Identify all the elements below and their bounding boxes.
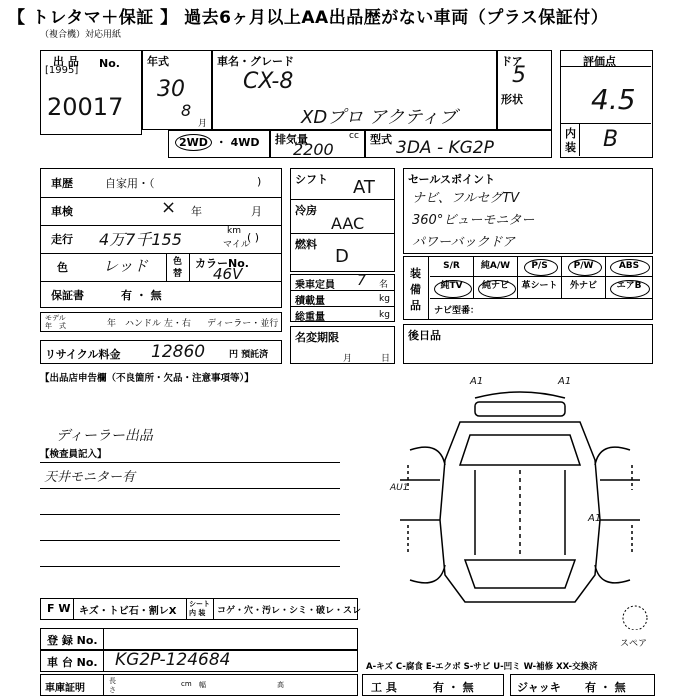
capacity-unit: 名 (379, 280, 389, 290)
model-year-row (40, 312, 282, 332)
load-label: 積載量 (295, 296, 325, 307)
windshield (460, 435, 580, 465)
mark-a1-side: A1 (588, 513, 602, 524)
fuel-label: 燃料 (295, 238, 317, 251)
equip-label-1: 装 (410, 267, 421, 280)
door-label: ドア (501, 55, 523, 68)
info-grid (40, 168, 282, 308)
jack-label: ジャッキ (517, 681, 561, 694)
mileage-label: 走行 (51, 233, 73, 246)
score-label: 評価点 (583, 55, 616, 68)
shift-value: AT (353, 177, 375, 198)
warranty-value: 有 ・ 無 (121, 289, 162, 302)
equipment-box (403, 256, 653, 320)
damage-legend: A-キズ C-腐食 E-エクボ S-サビ U-凹ミ W-補修 XX-交換済 (366, 662, 598, 672)
lot-number: 20017 (47, 93, 124, 121)
sales-line-3: パワーバックドア (412, 235, 515, 250)
engine-value: 2200 (293, 140, 334, 159)
later-label: 後日品 (408, 329, 441, 342)
jack-value: 有 ・ 無 (585, 681, 626, 694)
name-change-box (290, 326, 395, 364)
registration-label: 登 録 No. (47, 634, 98, 647)
interior-label-2: 装 (565, 141, 576, 154)
spare-label: スペア (620, 639, 648, 649)
warranty-label: 保証書 (51, 289, 84, 302)
equip-abs: ABS (606, 257, 652, 277)
drive-options: 2WD ・ 4WD (175, 134, 260, 150)
inspection-year: 年 (191, 205, 202, 218)
mark-au1: AU1 (390, 483, 409, 493)
model-label: 車名・グレード (217, 55, 294, 68)
circle-tv (434, 280, 472, 298)
roof-arc (475, 392, 565, 398)
spare-tire (623, 606, 647, 630)
chassis-label: 車 台 No. (47, 656, 98, 669)
shape-label: 形状 (501, 93, 523, 106)
model-year-label-2: 年 式 (45, 322, 66, 330)
equip-ext-navi: 外ナビ (562, 277, 606, 299)
fw-legend: キズ・トビ石・割レX (79, 606, 177, 617)
spec-box (290, 168, 395, 272)
equip-sr: S/R (430, 257, 474, 277)
recycle-unit: 円 預託済 (229, 350, 269, 360)
mark-a1-left: A1 (470, 376, 484, 387)
equip-leather: 革シート (518, 277, 562, 299)
cert-width: 幅 (199, 681, 206, 689)
car-diagram (380, 370, 660, 630)
registration-row (40, 628, 358, 650)
equip-ps: P/S (518, 257, 562, 277)
color-label: 色 (57, 261, 68, 274)
cert-length: 長 (109, 677, 116, 685)
type-box (365, 130, 552, 158)
jack-box (510, 674, 655, 696)
chassis-value: KG2P-124684 (115, 650, 231, 670)
color-code-label: カラーNo. (195, 257, 249, 270)
door-box (497, 50, 552, 130)
engine-box (270, 130, 365, 158)
door-value: 5 (512, 63, 526, 88)
garage-cert-row (40, 674, 358, 696)
circle-abs (610, 259, 650, 276)
load-unit: kg (379, 294, 390, 304)
model-year-unit: 年 (107, 319, 117, 329)
seat-legend: コゲ・穴・汚レ・シミ・破レ・スレ (217, 606, 362, 616)
equip-tv: 純TV (430, 277, 474, 299)
score-box (560, 50, 653, 158)
name-change-day: 日 (381, 354, 391, 364)
history-value: 自家用・（ (105, 177, 155, 190)
sales-label: セールスポイント (408, 173, 496, 186)
score-value: 4.5 (591, 83, 636, 116)
equip-aw: 純A/W (474, 257, 518, 277)
rear-window (465, 560, 575, 588)
model-box (212, 50, 497, 130)
recycle-value: 12860 (151, 342, 206, 362)
type-value: 3DA - KG2P (396, 138, 494, 158)
sales-box (403, 168, 653, 254)
inspection-label: 車検 (51, 205, 73, 218)
equip-airbag: エアB (606, 277, 652, 299)
history-label: 車歴 (51, 177, 73, 190)
engine-unit: cc (349, 131, 359, 141)
inspection-month: 月 (251, 205, 262, 218)
type-label: 型式 (370, 133, 392, 146)
year-month-unit: 月 (198, 119, 208, 129)
garage-cert-label: 車庫証明 (45, 683, 85, 694)
cert-height: 高 (277, 681, 284, 689)
sales-line-1: ナビ、フルセグTV (412, 191, 520, 206)
inspector-label: 【検査員記入】 (40, 449, 107, 460)
fw-row (40, 598, 362, 620)
inspection-value: × (161, 197, 177, 218)
lot-label: 出 品 (53, 55, 79, 68)
lot-session: [1995] (45, 65, 79, 76)
circle-pw (568, 259, 602, 276)
drive-box (168, 130, 270, 158)
drive-4wd: 4WD (230, 136, 260, 149)
year-value: 30 (157, 77, 185, 102)
dealer-option: ディーラー・並行 (207, 319, 279, 329)
chassis-row (40, 650, 358, 672)
gross-unit: kg (379, 310, 390, 320)
lot-box (40, 50, 142, 135)
color-change-2: 替 (173, 269, 183, 279)
drive-2wd: 2WD (175, 134, 212, 151)
interior-label-1: 内 (565, 127, 576, 140)
navi-model-label: ナビ型番： (434, 306, 480, 316)
history-close: ) (257, 175, 262, 188)
name-change-label: 名変期限 (295, 331, 339, 344)
color-code-value: 46V (213, 265, 243, 283)
capacity-value: 7 (357, 273, 366, 289)
equip-label-3: 品 (410, 299, 421, 312)
banner-title: 【 トレタマ＋保証 】 過去6ヶ月以上AA出品歴がない車両（プラス保証付） (8, 8, 609, 28)
tools-label: 工 具 (371, 681, 397, 694)
fw-label: F W (47, 602, 71, 615)
interior-value: B (603, 127, 619, 152)
equip-label-2: 備 (410, 283, 421, 296)
ac-label: 冷房 (295, 204, 317, 217)
mileage-paren: ( ) (247, 231, 260, 244)
equip-navi: 純ナビ (474, 277, 518, 299)
seat-label-2: 内 装 (189, 609, 206, 617)
sales-line-2: 360°ビューモニター (412, 213, 535, 228)
later-box (403, 324, 653, 364)
circle-navi (478, 280, 516, 298)
year-month: 8 (181, 101, 192, 120)
cert-unit-1: cm (181, 680, 192, 688)
engine-label: 排気量 (275, 133, 308, 146)
mileage-km: km (227, 226, 241, 236)
year-label: 年式 (147, 55, 169, 68)
fuel-value: D (335, 246, 349, 267)
model-name: CX-8 (243, 69, 294, 94)
ac-value: AAC (331, 214, 365, 233)
name-change-month: 月 (343, 354, 353, 364)
year-box (142, 50, 212, 130)
inspector-note: 天井モニター有 (44, 470, 136, 485)
mark-a1-right: A1 (558, 376, 572, 387)
model-year-label-1: モデル (45, 314, 66, 322)
capacity-label: 乗車定員 (295, 280, 335, 291)
report-note: ディーラー出品 (56, 428, 153, 444)
capacity-box (290, 274, 395, 322)
circle-airbag (610, 280, 650, 298)
model-grade: XDプロ アクティブ (301, 107, 457, 128)
mileage-value: 4万7千155 (99, 230, 182, 249)
tools-value: 有 ・ 無 (433, 681, 474, 694)
gross-label: 総重量 (295, 312, 325, 323)
recycle-row (40, 340, 282, 364)
cert-length-2: さ (109, 686, 116, 694)
equip-pw: P/W (562, 257, 606, 277)
color-value: レッド (103, 257, 148, 275)
seat-label-1: シート (189, 600, 210, 608)
circle-ps (524, 259, 558, 276)
front-bumper (475, 402, 565, 416)
tools-box (362, 674, 504, 696)
recycle-label: リサイクル料金 (45, 348, 121, 361)
shift-label: シフト (295, 173, 328, 186)
lot-no-label: No. (99, 57, 120, 70)
color-change-1: 色 (173, 257, 183, 267)
report-label: 【出品店申告欄（不良箇所・欠品・注意事項等）】 (40, 373, 254, 384)
paper-note: （複合機）対応用紙 (40, 30, 122, 40)
handle-option: ハンドル 左・右 (125, 319, 191, 329)
mileage-mile: マイル (223, 240, 250, 250)
